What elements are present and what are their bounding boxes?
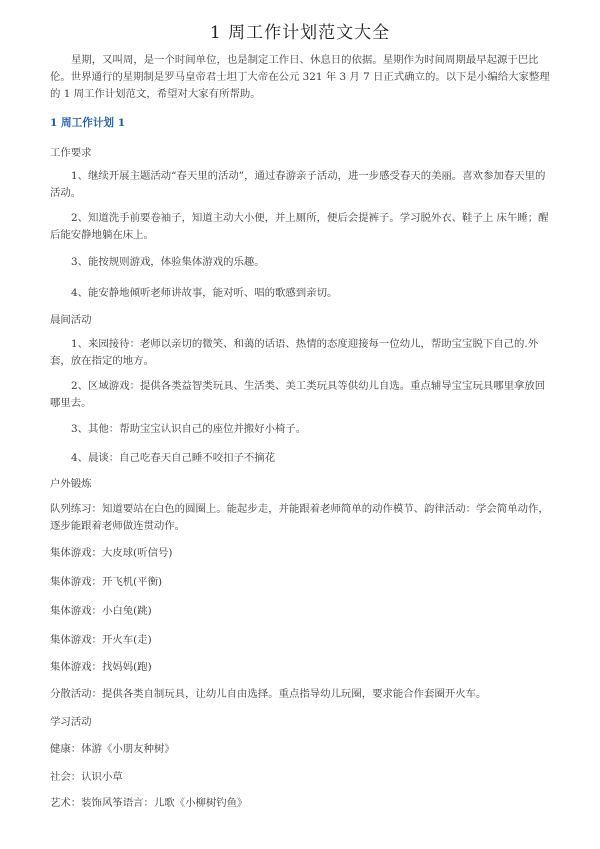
section-title: 1 周工作计划 1 <box>50 117 126 129</box>
morning-2: 2、区域游戏：提供各类益智类玩具、生活类、美工类玩具等供幼儿自选。重点辅导宝宝玩具哪里拿放回哪里去。 <box>50 380 546 409</box>
scattered-activities: 分散活动：提供各类自制玩具，让幼儿自由选择。重点指导幼儿玩圈，要求能合作套圈开火车。 <box>50 688 487 700</box>
requirement-1: 1、继续开展主题活动“春天里的活动”，通过春游亲子活动，进一步感受春天的美丽。喜欢参加春天里的活动。 <box>50 170 546 199</box>
queue-practice: 队列练习：知道要站在白色的圆圈上。能起步走，并能跟着老师简单的动作模节、韵律活动：学会简单动作，逐步能跟着老师做连贯动作。 <box>50 503 549 532</box>
group-game-1: 集体游戏：大皮球(听信号) <box>50 547 173 559</box>
document-title: 1 周工作计划范文大全 <box>209 23 391 43</box>
heading-learning-activities: 学习活动 <box>50 716 92 728</box>
morning-3: 3、其他：帮助宝宝认识自己的座位并搬好小椅子。 <box>71 423 307 435</box>
requirement-2: 2、知道洗手前要卷袖子，知道主动大小便，并上厕所，便后会提裤子。学习脱外衣、鞋子上 床午睡；醒后能安静地躺在床上。 <box>50 212 549 241</box>
learning-society: 社会：认识小草 <box>50 771 123 783</box>
intro-paragraph: 星期，又叫周，是一个时间单位，也是制定工作日、休息日的依据。星期作为时间周期最早起源于巴比伦。世界通行的星期制是罗马皇帝君士坦丁大帝在公元 321 年 3 月 7 日正式确立的。以下是小编给大家整理的 1 周工作计划范文，希望对大家有所帮助。 <box>50 54 550 100</box>
requirement-4: 4、能安静地倾听老师讲故事，能对听、唱的歌感到亲切。 <box>71 287 338 299</box>
learning-health: 健康：体游《小朋友种树》 <box>50 743 175 755</box>
morning-1: 1、来园接待：老师以亲切的微笑、和蔼的话语、热情的态度迎接每一位幼儿，帮助宝宝脱下自己的.外套，放在指定的地方。 <box>50 338 539 367</box>
morning-4: 4、晨谈：自己吃春天自己睡不咬扣子不摘花 <box>71 452 276 464</box>
learning-art: 艺术：装饰风筝语言：儿歌《小柳树钓鱼》 <box>50 797 248 809</box>
heading-work-requirements: 工作要求 <box>50 147 92 159</box>
group-game-4: 集体游戏：开火车(走) <box>50 634 152 646</box>
heading-outdoor-exercise: 户外锻炼 <box>50 478 92 490</box>
group-game-2: 集体游戏：开飞机(平衡) <box>50 576 163 588</box>
group-game-5: 集体游戏：找妈妈(跑) <box>50 661 152 673</box>
heading-morning-activities: 晨间活动 <box>50 314 92 326</box>
requirement-3: 3、能按规则游戏，体验集体游戏的乐趣。 <box>71 256 265 268</box>
group-game-3: 集体游戏：小白兔(跳) <box>50 605 152 617</box>
